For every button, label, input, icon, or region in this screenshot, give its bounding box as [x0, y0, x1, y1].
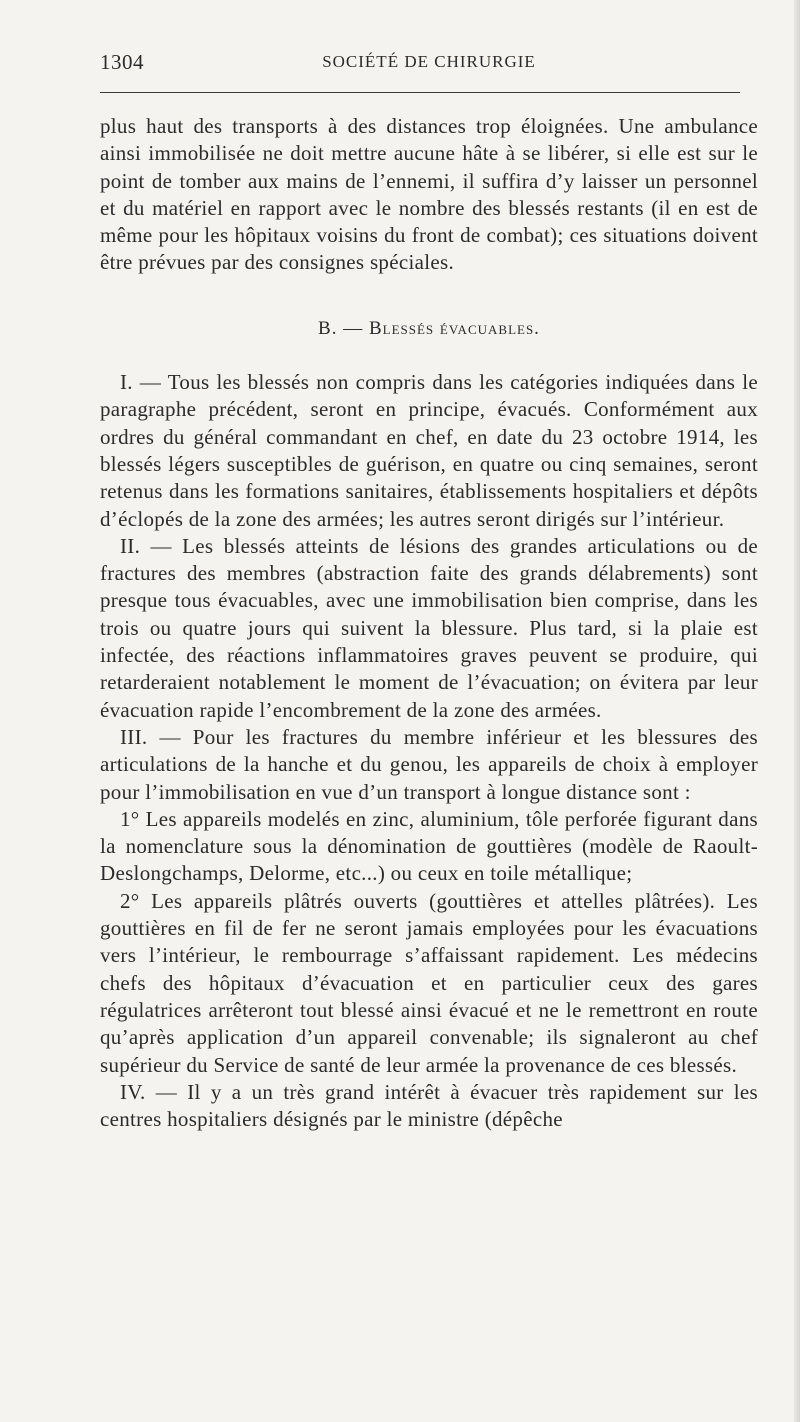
paragraph-III-item-2: 2° Les appareils plâtrés ouverts (gouttières et attelles plâtrées). Les gouttières en fil de fer ne seront jamais employées pour les évacuations vers l’intérieur, le rembourrage s’affaissant rapidement. Les médecins chefs des hôpitaux d’évacuation et en particulier ceux des gares régulatrices arrêteront tout blessé ainsi évacué et ne le remettront en route qu’après application d’un appareil convenable; ils signaleront au chef supérieur du Service de santé de leur armée la provenance de ces blessés. — [100, 888, 758, 1077]
page-edge-shadow — [794, 0, 800, 1422]
body-text — [100, 113, 758, 1133]
paragraph-I: I. — Tous les blessés non compris dans les catégories indiquées dans le paragraphe précédent, seront en principe, évacués. Conformément aux ordres du général commandant en chef, en date du 23 octobre 1914, les blessés légers susceptibles de guérison, en quatre ou cinq semaines, seront retenus dans les formations sanitaires, établissements hospitaliers et dépôts d’éclopés de la zone des armées; les autres seront dirigés sur l’intérieur. — [100, 370, 758, 531]
paragraph-II: II. — Les blessés atteints de lésions des grandes articulations ou de fractures des membres (abstraction faite des grands délabrements) sont presque tous évacuables, avec une immobilisation bien comprise, dans les trois ou quatre jours qui suivent la blessure. Plus tard, si la plaie est infectée, des réactions inflammatoires graves peuvent se produire, qui retarderaient notablement le moment de l’évacuation; on évitera par leur évacuation rapide l’encombrement de la zone des armées. — [100, 533, 758, 722]
header-rule — [100, 92, 740, 93]
page-number: 1304 — [100, 50, 144, 74]
paragraph-III: III. — Pour les fractures du membre inférieur et les blessures des articulations de la hanche et du genou, les appareils de choix à employer pour l’immobilisation en vue d’un transport à longue distance sont : — [100, 724, 758, 804]
paragraph-IV: IV. — Il y a un très grand intérêt à évacuer très rapidement sur les centres hospitaliers désignés par le ministre (dépêche — [100, 1079, 758, 1132]
paragraph-III-item-1: 1° Les appareils modelés en zinc, aluminium, tôle perforée figurant dans la nomenclature sous la dénomination de gouttières (modèle de Raoult-Deslongchamps, Delorme, etc...) ou ceux en toile métallique; — [100, 806, 758, 886]
page-header — [100, 50, 758, 80]
paragraph-intro: plus haut des transports à des distances trop éloignées. Une ambulance ainsi immobilisée ne doit mettre aucune hâte à se libérer, si elle est sur le point de tomber aux mains de l’ennemi, il suffira d’y laisser un personnel et du matériel en rapport avec le nombre des blessés restants (il en est de même pour les hôpitaux voisins du front de combat); ces situations doivent être prévues par des consignes spéciales. — [100, 114, 758, 275]
section-heading: B. — Blessés évacuables. — [318, 317, 540, 339]
running-title: SOCIÉTÉ DE CHIRURGIE — [322, 52, 536, 71]
